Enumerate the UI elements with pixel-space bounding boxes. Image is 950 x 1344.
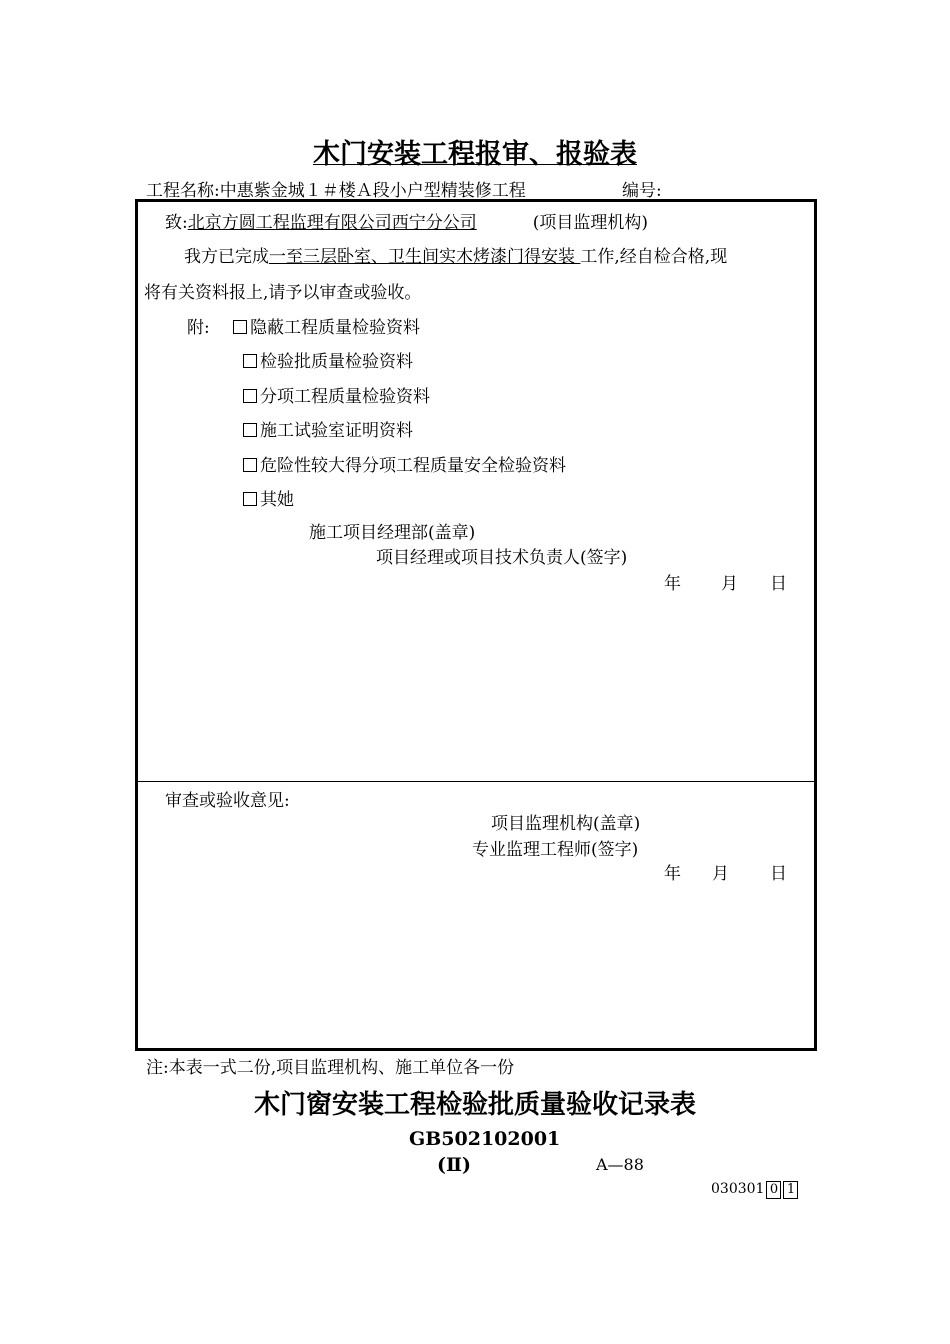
attachment-item[interactable]: 其她 bbox=[243, 485, 294, 510]
date-year: 年 bbox=[664, 574, 681, 594]
footnote: 注:本表一式二份,项目监理机构、施工单位各一份 bbox=[146, 1058, 515, 1078]
date-day: 日 bbox=[770, 574, 787, 594]
part-number: (Ⅱ) bbox=[437, 1154, 471, 1176]
serial-number-label: 编号: bbox=[622, 181, 662, 201]
form-title: 木门安装工程报审、报验表 bbox=[313, 139, 637, 170]
checkbox-icon[interactable] bbox=[243, 423, 257, 437]
body-line-2: 将有关资料报上,请予以审查或验收。 bbox=[144, 283, 422, 303]
date-month: 月 bbox=[721, 574, 738, 594]
contractor-signature: 项目经理或项目技术负责人(签字) bbox=[376, 548, 628, 568]
date-day: 日 bbox=[770, 864, 787, 884]
contractor-stamp: 施工项目经理部(盖章) bbox=[309, 523, 476, 543]
checkbox-icon[interactable] bbox=[243, 389, 257, 403]
checkbox-icon[interactable] bbox=[243, 354, 257, 368]
form-reference: A—88 bbox=[596, 1155, 644, 1174]
attachment-item[interactable]: 分项工程质量检验资料 bbox=[243, 382, 430, 407]
attachment-item[interactable]: 隐蔽工程质量检验资料 bbox=[233, 313, 420, 338]
project-name: 工程名称:中惠紫金城１＃楼Ａ段小户型精装修工程 bbox=[146, 181, 526, 201]
record-title: 木门窗安装工程检验批质量验收记录表 bbox=[253, 1090, 696, 1120]
form-frame bbox=[135, 199, 817, 1051]
supervisor-stamp: 项目监理机构(盖章) bbox=[491, 814, 641, 834]
attachment-item[interactable]: 危险性较大得分项工程质量安全检验资料 bbox=[243, 451, 566, 476]
number-cell[interactable]: 0 bbox=[766, 1181, 781, 1199]
record-number: 030301 0 1 bbox=[711, 1181, 798, 1199]
checkbox-icon[interactable] bbox=[233, 320, 247, 334]
date-month: 月 bbox=[712, 864, 729, 884]
attachment-item[interactable]: 施工试验室证明资料 bbox=[243, 416, 413, 441]
section-divider bbox=[138, 781, 814, 782]
work-description: 一至三层卧室、卫生间实木烤漆门得安装 bbox=[269, 247, 581, 267]
attachment-item[interactable]: 检验批质量检验资料 bbox=[243, 347, 413, 372]
checkbox-icon[interactable] bbox=[243, 458, 257, 472]
supervisor-org: 北京方圆工程监理有限公司西宁分公司 bbox=[187, 213, 477, 233]
attachments-label: 附: bbox=[187, 318, 210, 338]
date-year: 年 bbox=[664, 864, 681, 884]
supervisor-signature: 专业监理工程师(签字) bbox=[472, 840, 639, 860]
number-cell[interactable]: 1 bbox=[783, 1181, 798, 1199]
addressee-line: 致:北京方圆工程监理有限公司西宁分公司 (项目监理机构) bbox=[165, 208, 648, 233]
review-opinion-label: 审查或验收意见: bbox=[165, 791, 290, 811]
standard-code: GB502102001 bbox=[409, 1128, 561, 1150]
body-line-1: 我方已完成一至三层卧室、卫生间实木烤漆门得安装 工作,经自检合格,现 bbox=[184, 247, 728, 267]
checkbox-icon[interactable] bbox=[243, 492, 257, 506]
